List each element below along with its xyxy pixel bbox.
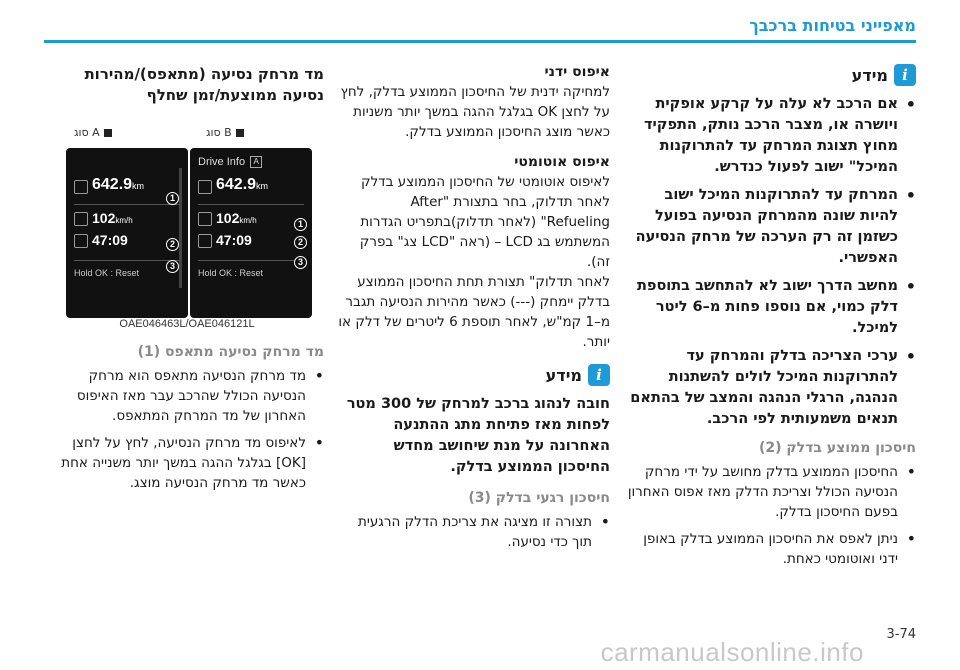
list-item: • מד מרחק הנסיעה מתאפס הוא מרחק הנסיעה הכולל שהרכב עבר מאז האיפוס האחרון של מד המרחק המתאפס.	[44, 366, 324, 426]
auto-reset-text-2: לאחר תדלוק" תצורת תחת החיסכון הממוצע בדלק יימחק (---) כאשר מהירות הנסיעה תגבר מ–1 קמ"ש, לאחר תוספת 6 ליטרים של דלק או יותר.	[338, 274, 610, 350]
manual-reset-text: למחיקה ידנית של החיסכון הממוצע בדלק, לחץ על לחצן OK בגלגל ההגה במשך יותר משניות כאשר מוצג החיסכון הממוצע בדלק.	[340, 84, 610, 140]
right-column	[626, 64, 916, 576]
divider	[198, 260, 304, 261]
callout-3: 3	[294, 256, 307, 269]
cluster-figure	[56, 126, 318, 336]
screen-title: Drive Info A	[198, 156, 262, 168]
odo-readout: 642.9km	[92, 176, 145, 193]
header-rule	[44, 40, 916, 43]
list-item: • מחשב הדרך ישוב לא להתחשב בתוספת דלק כמוי, אם נוספו פחות מ–6 ליטר למיכל.	[626, 276, 916, 339]
speed-readout: 102km/h	[216, 210, 257, 226]
callout-3: 3	[166, 260, 179, 273]
clock-icon	[198, 234, 212, 248]
figure-label-a: A סוג	[74, 126, 112, 139]
info-bullets	[626, 94, 916, 430]
figure-label-b: B סוג	[206, 126, 244, 139]
watermark: carmanualsonline.info	[600, 637, 864, 667]
info-icon: i	[894, 64, 916, 86]
list-item: • אם הרכב לא עלה על קרקע אופקית ויושרה או, מצבר הרכב נותק, התפקיד מחוץ תצוגת המרחק עד להתרוקנות המיכל" ישוב לפעול כנדרש.	[626, 94, 916, 178]
list-item: • המרחק עד להתרוקנות המיכל ישוב להיות שונה מהמרחק הנסיעה בפועל כשזמן זה רק הערכה של מרחק הנסיעה האפשרי.	[626, 185, 916, 269]
clock-icon	[74, 234, 88, 248]
info-title: מידע	[545, 365, 582, 385]
divider	[74, 260, 180, 261]
page-number: 3-74	[886, 627, 916, 642]
screen-type-b	[190, 148, 312, 318]
header-title: מאפייני בטיחות ברכבך	[749, 16, 916, 35]
list-item: • החיסכון הממוצע בדלק מחושב על ידי מרחק הנסיעה הכולל וצריכת הדלק מאז אפוס האחרון בפעם החיסכון בדלק.	[626, 462, 916, 522]
info-text: חובה לנהוג ברכב למרחק של 300 מטר לפחות מאז פתיחת מתג ההתנעה האחרונה על מנת שיחושב מחדש החיסכון הממוצע בדלק.	[346, 396, 610, 475]
trip-bullets	[44, 366, 324, 493]
odometer-icon	[198, 180, 212, 194]
list-item: • ערכי הצריכה בדלק והמרחק עד להתרוקנות המיכל לולים להשתנות הנהגה, הרגלי הנהגה והמצב של בהתאם תנאים משמעותית לפי הרכב.	[626, 346, 916, 430]
figure-caption: OAE046463L/OAE046121L	[119, 318, 255, 330]
square-icon	[236, 129, 244, 137]
info-header	[338, 364, 610, 386]
odo-readout: 642.9km	[216, 176, 269, 193]
section-title-instant-fuel: חיסכון רגעי בדלק (3)	[468, 490, 610, 506]
auto-reset-text-1: לאיפוס אוטומטי של החיסכון הממוצע בדלק לאחר תדלוק, בחר בתצורת "After Refueling" (לאחר תדלוק)בתפריט הגדרות המשתמש בג LCD – (ראה "LCD צג" בפרק זה).	[359, 174, 610, 270]
speed-readout: 102km/h	[92, 210, 133, 226]
screen-type-a	[66, 148, 188, 318]
manual-reset-title: איפוס ידני	[544, 64, 610, 80]
callout-2: 2	[294, 236, 307, 249]
left-lower	[44, 344, 324, 500]
odometer-icon	[74, 180, 88, 194]
auto-reset-title: איפוס אוטומטי	[514, 154, 610, 170]
info-header	[626, 64, 916, 86]
scroll-bar	[179, 168, 182, 288]
screen-tag: A	[250, 156, 262, 168]
section-title-trip: מד מרחק נסיעה מתאפס (1)	[137, 344, 324, 360]
list-item: • ניתן לאפס את החיסכון הממוצע בדלק באופן ידני ואוטומטי כאחת.	[626, 529, 916, 569]
callout-1: 1	[166, 192, 179, 205]
divider	[198, 204, 304, 205]
speed-icon	[198, 212, 212, 226]
left-heading: מד מרחק נסיעה (מתאפס)/מהירות נסיעה ממוצעת/זמן שחלף	[84, 65, 324, 104]
callout-2: 2	[166, 238, 179, 251]
time-readout: 47:09	[216, 232, 252, 248]
square-icon	[104, 129, 112, 137]
list-item: • לאיפוס מד מרחק הנסיעה, לחץ על לחצן [OK] בגלגל ההגה במשך יותר משנייה אחת כאשר מד מרחק הנסיעה מוצג.	[44, 433, 324, 493]
section-title-avg-fuel: חיסכון ממוצע בדלק (2)	[758, 440, 916, 456]
instant-fuel-bullets	[338, 512, 610, 552]
info-icon: i	[588, 364, 610, 386]
list-item: • תצורה זו מציגה את צריכת הדלק הרגעית תוך כדי נסיעה.	[338, 512, 610, 552]
reset-hint: Hold OK : Reset	[198, 268, 264, 278]
speed-icon	[74, 212, 88, 226]
divider	[74, 204, 180, 205]
left-column	[44, 64, 324, 116]
callout-1: 1	[294, 218, 307, 231]
info-title: מידע	[851, 65, 888, 85]
time-readout: 47:09	[92, 232, 128, 248]
reset-hint: Hold OK : Reset	[74, 268, 140, 278]
middle-column	[338, 64, 610, 559]
avg-fuel-bullets	[626, 462, 916, 569]
